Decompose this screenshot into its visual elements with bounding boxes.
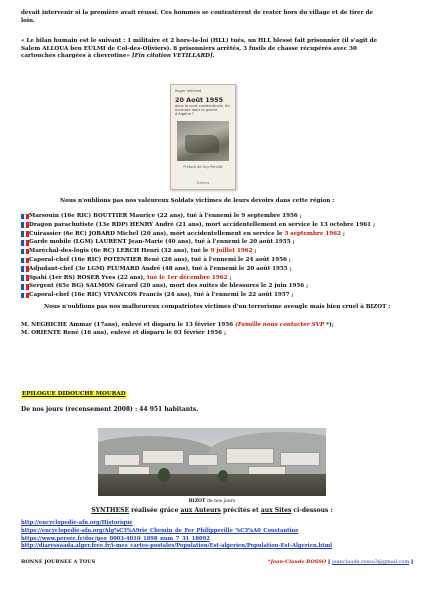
- french-flag-icon: [21, 240, 29, 246]
- soldier-row: [21, 274, 405, 283]
- book-preface: Préface de Guy Pervillé: [183, 165, 223, 169]
- soldier-row: [21, 212, 405, 221]
- soldier-text: Cuirassier (6e RC) JOBARD Michel (20 ans), mort accidentellement en service le 3 septembre 1962 ;: [29, 230, 345, 237]
- soldier-row: [21, 291, 405, 300]
- footer-signature: *Jean-Claude ROSSO [ jeanclaude.rosso3@gmail.com ]: [268, 559, 414, 565]
- victim-row: M. ORIENTE René (16 ans), enlevé et disparu le 03 février 1956 ;: [21, 329, 227, 336]
- soldier-row: [21, 238, 405, 247]
- intro-line-1: devait intervenir si la première avait réussi. Ces hommes se contentèrent de rester hors du village et de tirer de: [21, 10, 373, 16]
- book-publisher: Éditions: [196, 181, 210, 185]
- soldiers-intro: Nous n'oublions pas nos valeureux Soldats victimes de leurs devoirs dans cette région :: [60, 198, 335, 204]
- soldier-row: [21, 221, 405, 230]
- french-flag-icon: [21, 293, 29, 299]
- intro-line-2: loin.: [21, 17, 35, 24]
- book-title: 20 Août 1955: [175, 96, 224, 104]
- source-link[interactable]: https://www.persee.fr/doc/geo_0003-4010_1898_num_7_31_18092: [21, 535, 210, 542]
- soldier-text: Caporal-chef (16e RIC) POTENTIER René (26 ans), tué à l'ennemi le 24 août 1956 ;: [29, 256, 291, 263]
- highlighted-date: 9 juillet 1962: [210, 248, 253, 255]
- soldier-row: [21, 256, 405, 265]
- intro-paragraph: [21, 10, 405, 25]
- soldier-text: Spahi (1er RS) ROSER Yves (22 ans), tué le 1er décembre 1962 ;: [29, 274, 232, 281]
- quote-paragraph: [21, 38, 405, 61]
- quote-line-2: Salem ALLOUA ben EULMI de Col-des-Oliviers). 8 prisonniers arrêtés, 3 fusils de chasse récupérés avec 30: [21, 45, 357, 52]
- book-author: Roger Vétillard: [175, 89, 202, 93]
- soldier-text: Dragon parachutiste (13e RDP) HENRY André (21 ans), mort accidentellement en service le 13 octobre 1961 ;: [29, 221, 376, 228]
- author-name: Jean-Claude ROSSO: [270, 559, 327, 565]
- author-email-link[interactable]: jeanclaude.rosso3@gmail.com: [332, 559, 410, 565]
- victims-list: [21, 322, 405, 337]
- soldier-row: [21, 282, 405, 291]
- family-contact-note: (Famille nous contacter SVP: [235, 322, 327, 328]
- quote-line-1: « Le bilan humain est le suivant : 1 militaire et 2 hors-la-loi (HLL) tués, un HLL blessé fait prisonnier (il s'agit de: [21, 38, 378, 44]
- synthese-heading: SYNTHESE réalisée grâce aux Auteurs précités et aux Sites ci-dessous :: [91, 507, 333, 514]
- soldier-text: Garde mobile (LGM) LAURENT Jean-Marie (40 ans), tué à l'ennemi le 20 août 1955 ;: [29, 239, 295, 246]
- victims-intro: Nous n'oublions pas nos malheureux compatriotes victimes d'un terrorisme aveugle mais bien cruel à BIZOT :: [44, 304, 391, 310]
- highlighted-date: tué le 1er décembre 1962: [147, 274, 228, 281]
- book-cover-photo: [177, 121, 229, 161]
- french-flag-icon: [21, 222, 29, 228]
- soldier-text: Marsouin (16e RIC) BOUTTIER Maurice (22 ans), tué à l'ennemi le 9 septembre 1956 ;: [29, 213, 302, 219]
- book-subtitle: dans le nord-constantinois. Un tournant dans la guerre d'Algérie ?: [175, 104, 230, 117]
- soldier-row: [21, 230, 405, 239]
- quote-line-3: cartouches chargées à chevrotine» [Fin citation VETILLARD].: [21, 53, 215, 60]
- book-cover-image: [170, 84, 236, 190]
- soldier-row: [21, 247, 405, 256]
- french-flag-icon: [21, 258, 29, 264]
- soldier-text: Caporal-chef (16e RIC) VIVANCOS Francis (24 ans), tué à l'ennemi le 22 août 1957 ;: [29, 292, 294, 299]
- french-flag-icon: [21, 266, 29, 272]
- victim-row: M. NEGHICHE Ammar (17ans), enlevé et disparu le 13 février 1956 (Famille nous contacter SVP *);: [21, 322, 334, 328]
- source-link[interactable]: http://encyclopedie-afn.org/Historique: [21, 520, 133, 526]
- source-link[interactable]: https://encyclopedie-afn.org/Alg%C3%A9rie_Chemin_de_Fer_Philippeville_%C3%A0_Constantine: [21, 527, 299, 534]
- soldier-text: Sergent (65e BG) SALMON Gérard (20 ans), mort des suites de blessures le 2 juin 1956 ;: [29, 283, 309, 290]
- photo-caption: BIZOT de nos jours: [188, 499, 236, 504]
- epilogue-title: EPILOGUE DIDOUCHE MOURAD: [22, 391, 126, 397]
- soldier-text: Adjudant-chef (3e LGM) PLUMARD André (48 ans), tué à l'ennemi le 20 août 1955 ;: [29, 265, 292, 272]
- french-flag-icon: [21, 275, 29, 281]
- soldier-row: [21, 265, 405, 274]
- french-flag-icon: [21, 249, 29, 255]
- soldier-list: [21, 212, 405, 300]
- french-flag-icon: [21, 284, 29, 290]
- soldier-text: Maréchal-des-logis (6e RC) LERCH Henri (32 ans), tué le 9 juillet 1962 ;: [29, 248, 257, 255]
- french-flag-icon: [21, 231, 29, 237]
- source-link[interactable]: http://diaressaada.alger.free.fr/i-mes_cartes-postales/Population/Est-algerien/Population-Est-Algerien.html: [21, 543, 333, 550]
- population-text: De nos jours (recensement 2008) : 44 951 habitants.: [21, 406, 199, 413]
- bizot-photo: [98, 428, 326, 496]
- quote-citation: [Fin citation VETILLARD]: [131, 53, 213, 60]
- sources-links: [21, 520, 405, 551]
- french-flag-icon: [21, 214, 29, 220]
- footer-greeting: BONNE JOURNEE A TOUS: [21, 559, 96, 565]
- highlighted-date: 3 septembre 1962: [284, 230, 341, 237]
